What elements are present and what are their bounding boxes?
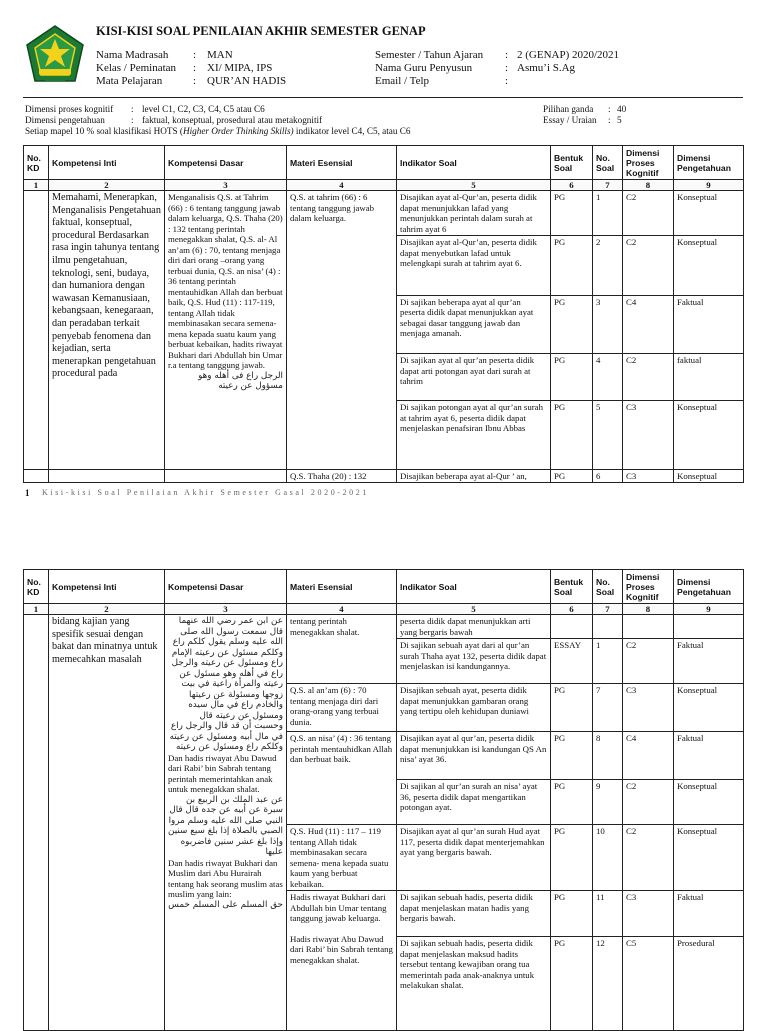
info-essay-value: 5: [617, 115, 622, 125]
sep-nama-madrasah: :: [193, 49, 197, 61]
kd-arabic-hadith-2: عن عبد الملك بن الربيع بن سبرة عن أبيه عن جده قال قال النبي صلى الله عليه وسلم مروا الصبي بالصلاة إذا بلغ سبع سنين وإذا بلغ عشر سنين فاضربوه عليها: [168, 794, 283, 857]
cell-bentuk: PG: [551, 780, 593, 825]
cell-bentuk: PG: [551, 937, 593, 1031]
cell-indikator: Di sajikan sebuah hadis, peserta didik dapat menjelaskan matan hadis yang bergaris bawah.: [397, 891, 551, 937]
value-nama-madrasah: MAN: [207, 49, 233, 61]
col-header-indikator: Indikator Soal: [397, 146, 551, 180]
cell-kognitif: C3: [623, 891, 674, 937]
label-semester: Semester / Tahun Ajaran: [375, 49, 484, 61]
sep-kelas: :: [193, 62, 197, 74]
col-header-pengetahuan: Dimensi Pengetahuan: [674, 146, 744, 180]
info-pengetahuan-sep: :: [131, 115, 134, 125]
cell-indikator: Di sajikan al qur’an surah an nisa’ ayat 36, peserta didik dapat mengartikan potongan ayat.: [397, 780, 551, 825]
col-header-bentuk: Bentuk Soal: [551, 570, 593, 604]
table-row-cut: [24, 470, 744, 483]
cell-materi: Q.S. Hud (11) : 117 – 119 tentang Allah tidak membinasakan secara semena- mena kepada suatu kaum yang berbuat kebaikan.: [287, 825, 397, 891]
cell-pengetahuan: faktual: [674, 354, 744, 401]
cell-indikator: Disajikan ayat al qur’an surah Hud ayat 117, peserta didik dapat menterjemahkan ayat yang bergaris bawah.: [397, 825, 551, 891]
info-essay-label: Essay / Uraian: [543, 115, 597, 125]
col-header-bentuk: Bentuk Soal: [551, 146, 593, 180]
cell-no-soal: 11: [593, 891, 623, 937]
cell-kognitif: C3: [623, 401, 674, 470]
header-divider: [23, 97, 743, 98]
materi-hadis-bukhari: Hadis riwayat Bukhari dari Abdullah bin Umar tentang tanggung jawab keluarga.: [290, 892, 387, 923]
cell-indikator: Disajikan ayat al-Qur’an, peserta didik dapat menyebutkan lafad untuk melengkapi surah at tahrim ayat 6.: [397, 236, 551, 295]
sep-email: :: [505, 75, 509, 87]
sep-guru: :: [505, 62, 509, 74]
cell-bentuk: PG: [551, 891, 593, 937]
sep-semester: :: [505, 49, 509, 61]
cell-bentuk: PG: [551, 825, 593, 891]
cell-kognitif: C2: [623, 354, 674, 401]
cell-no-soal: 9: [593, 780, 623, 825]
col-header-no-kd: No. KD: [24, 570, 49, 604]
bentuk-cut-text: PG: [554, 471, 566, 481]
cell-no-soal: 2: [593, 236, 623, 295]
info-pg-sep: :: [608, 104, 611, 114]
cell-no-soal: 1: [593, 191, 623, 236]
kisi-table-page-1: [23, 145, 744, 483]
col-header-materi: Materi Esensial: [287, 570, 397, 604]
kisi-table-page-2: [23, 569, 744, 1031]
cell-kompetensi-dasar: [165, 191, 287, 470]
cell-kompetensi-dasar: [165, 615, 287, 1031]
col-number: 5: [397, 604, 551, 615]
kd-hadith-dawud: Dan hadis riwayat Abu Dawud dari Rabi’ bin Sabrah tentang perintah memerintahkan anak untuk menegakkan shalat.: [168, 752, 277, 794]
cell-pengetahuan: Faktual: [674, 639, 744, 684]
cell-materi: tentang perintah menegakkan shalat.: [287, 615, 397, 684]
cell-pengetahuan: [674, 470, 744, 483]
cell-kognitif: C3: [623, 684, 674, 732]
kd-arabic-hadith-1: عن ابن عمر رضي الله عنهما قال سمعت رسول الله صلى الله عليه وسلم يقول كلكم راع وكلكم مسئول عن رعيته الإمام راع ومسئول عن رعيته والرجل راع في أهله وهو مسئول عن رعيته والمرأة راعية في بيت زوجها ومسئولة عن رعيتها والخادم راع في مال سيده ومسئول عن رعيته قال وحسبت أن قد قال والرجل راع في مال أبيه ومسئول عن رعيته وكلكم راع ومسئول عن رعيته: [169, 616, 283, 752]
info-hots-prefix: Setiap mapel 10 % soal klasifikasi HOTS (: [25, 126, 183, 136]
cell-no-soal: 10: [593, 825, 623, 891]
indikator-cut-text: Disajikan beberapa ayat al-Qur ’ an,: [400, 471, 527, 481]
cell-pengetahuan: [674, 615, 744, 639]
value-kelas: XI/ MIPA, IPS: [207, 62, 273, 74]
cell-indikator: Disajikan sebuah ayat, peserta didik dapat menunjukkan gambaran orang yang tertipu oleh kehidupan duniawi: [397, 684, 551, 732]
info-pengetahuan-label: Dimensi pengetahuan: [25, 115, 105, 125]
info-pengetahuan-value: faktual, konseptual, prosedural atau metakognitif: [142, 115, 323, 125]
cell-kognitif: C2: [623, 191, 674, 236]
col-number: 9: [674, 604, 744, 615]
cell-no-soal: 7: [593, 684, 623, 732]
col-header-kompetensi-inti: Kompetensi Inti: [49, 570, 165, 604]
cell-kompetensi-inti: [49, 470, 165, 483]
label-email: Email / Telp: [375, 75, 430, 87]
cell-no-soal: 4: [593, 354, 623, 401]
cell-bentuk: PG: [551, 295, 593, 353]
cell-indikator: Disajikan ayat al qur’an, peserta didik dapat menunjukkan isi kandungan QS An nisa’ ayat 36.: [397, 732, 551, 780]
cell-no-soal: 1: [593, 639, 623, 684]
col-number: 8: [623, 604, 674, 615]
cell-bentuk: [551, 615, 593, 639]
cell-kognitif: [623, 470, 674, 483]
cell-pengetahuan: Konseptual: [674, 191, 744, 236]
col-number: 9: [674, 180, 744, 191]
footer-page-number: 1: [25, 488, 30, 498]
kd-arabic: الرجل راع فى أهله وهو مسؤول عن رعيته: [198, 370, 283, 391]
cell-pengetahuan: Prosedural: [674, 937, 744, 1031]
cell-indikator: Di sajikan beberapa ayat al qur’an peserta didik dapat menunjukkan ayat sebagai dasar tanggung jawab dan menjaga amanah.: [397, 295, 551, 353]
label-nama-madrasah: Nama Madrasah: [96, 49, 169, 61]
cell-no-kd: [24, 615, 49, 1031]
col-number: 3: [165, 604, 287, 615]
col-header-kognitif: Dimensi Proses Kognitif: [623, 146, 674, 180]
col-number: 2: [49, 604, 165, 615]
kemenag-logo: [25, 25, 85, 87]
info-kognitif-label: Dimensi proses kognitif: [25, 104, 114, 114]
kd-arabic-hadith-3: حق المسلم على المسلم خمس: [168, 899, 283, 910]
cell-kompetensi-dasar: [165, 470, 287, 483]
ki-text: bidang kajian yang spesifik sesuai dengan bakat dan minatnya untuk memecahkan masalah: [52, 616, 158, 665]
cell-kognitif: C2: [623, 236, 674, 295]
cell-bentuk: PG: [551, 732, 593, 780]
cell-no-soal: 5: [593, 401, 623, 470]
info-pg-value: 40: [617, 104, 627, 114]
cell-kognitif: C2: [623, 780, 674, 825]
cell-kompetensi-inti: [49, 615, 165, 1031]
col-number: 1: [24, 604, 49, 615]
info-pg-label: Pilihan ganda: [543, 104, 594, 114]
col-number: 5: [397, 180, 551, 191]
col-number: 4: [287, 180, 397, 191]
pengetahuan-cut-text: Konseptual: [677, 471, 718, 481]
info-hots-line: [25, 126, 411, 137]
cell-kognitif: C2: [623, 639, 674, 684]
cell-kognitif: [623, 615, 674, 639]
cell-indikator: Di sajikan sebuah ayat dari al qur’an surah Thaha ayat 132, peserta didik dapat menjelaskan isi kandungannya.: [397, 639, 551, 684]
col-number: 4: [287, 604, 397, 615]
cell-bentuk: ESSAY: [551, 639, 593, 684]
cell-no-soal: 12: [593, 937, 623, 1031]
cell-kognitif: C4: [623, 295, 674, 353]
cell-bentuk: PG: [551, 401, 593, 470]
cell-pengetahuan: Faktual: [674, 732, 744, 780]
value-semester: 2 (GENAP) 2020/2021: [517, 49, 620, 61]
cell-pengetahuan: Konseptual: [674, 401, 744, 470]
info-hots-italic: Higher Order Thinking Skills): [182, 126, 294, 136]
cell-materi: Q.S. an nisa’ (4) : 36 tentang perintah mentauhidkan Allah dan berbuat baik.: [287, 732, 397, 825]
kd-text: Menganalisis Q.S. at Tahrim (66) : 6 tentang tanggung jawab dalam keluarga, Q.S. Thaha (20) : 132 tentang perintah menegakkan shalat, Q.S. al- Al an’am (6) : 70, tentang menjaga diri dari orang –orang yang terbuai dunia, Q.S. an nisa’ (4) : 36 tentang perintah mentauhidkan Allah dan berbuat baik, Q.S. Hud (11) : 117-119, tentang Allah tidak membinasakan secara semena-mena kepada suatu kaum yang berbuat kebaikan, hadits riwayat Bukhari dari Abdullah bin Umar r.a tentang tanggung jawab.: [168, 192, 283, 370]
footer-text: Kisi-kisi Soal Penilaian Akhir Semester Gasal 2020-2021: [42, 488, 369, 497]
col-header-kompetensi-inti: Kompetensi Inti: [49, 146, 165, 180]
materi-cut-text: Q.S. Thaha (20) : 132: [290, 471, 367, 481]
col-header-no-kd: No. KD: [24, 146, 49, 180]
cell-materi: Q.S. al an’am (6) : 70 tentang menjaga diri dari orang-orang yang terbuai dunia.: [287, 684, 397, 732]
col-header-indikator: Indikator Soal: [397, 570, 551, 604]
cell-materi: Q.S. at tahrim (66) : 6 tentang tanggung jawab dalam keluarga.: [287, 191, 397, 470]
no-soal-cut-text: 6: [596, 471, 601, 481]
cell-materi: [287, 891, 397, 1031]
document-title: KISI-KISI SOAL PENILAIAN AKHIR SEMESTER GENAP: [96, 24, 426, 38]
cell-indikator: [397, 470, 551, 483]
col-header-kompetensi-dasar: Kompetensi Dasar: [165, 570, 287, 604]
value-mata-pelajaran: QUR’AN HADIS: [207, 75, 287, 87]
col-number: 3: [165, 180, 287, 191]
col-number: 6: [551, 180, 593, 191]
cell-pengetahuan: Faktual: [674, 891, 744, 937]
cell-no-soal: 3: [593, 295, 623, 353]
value-guru: Asmu’i S.Ag: [517, 62, 576, 74]
col-number: 2: [49, 180, 165, 191]
info-kognitif-value: level C1, C2, C3, C4, C5 atau C6: [142, 104, 265, 114]
cell-bentuk: PG: [551, 191, 593, 236]
label-mata-pelajaran: Mata Pelajaran: [96, 75, 163, 87]
cell-pengetahuan: Konseptual: [674, 780, 744, 825]
col-header-materi: Materi Esensial: [287, 146, 397, 180]
kognitif-cut-text: C3: [626, 471, 637, 481]
col-number: 6: [551, 604, 593, 615]
cell-pengetahuan: Konseptual: [674, 684, 744, 732]
cell-indikator: Disajikan ayat al-Qur’an, peserta didik dapat menunjukkan lafad yang menunjukkan perintah dalam surah at tahrim ayat 6: [397, 191, 551, 236]
kd-hadith-bukhari-muslim: Dan hadis riwayat Bukhari dan Muslim dari Abu Hurairah tentang hak seorang muslim atas muslim yang lain:: [168, 857, 283, 899]
cell-kognitif: C2: [623, 825, 674, 891]
cell-no-soal: [593, 470, 623, 483]
materi-hadis-dawud: Hadis riwayat Abu Dawud dari Rabi’ bin Sabrah tentang menegakkan shalat.: [290, 933, 393, 965]
document-header: [0, 0, 768, 100]
cell-bentuk: [551, 470, 593, 483]
col-header-no-soal: No. Soal: [593, 146, 623, 180]
cell-indikator: Di sajikan potongan ayat al qur’an surah at tahrim ayat 6, peserta didik dapat menjelaskan penafsiran Ibnu Abbas: [397, 401, 551, 470]
cell-no-soal: [593, 615, 623, 639]
col-number: 8: [623, 180, 674, 191]
table-row: [24, 191, 744, 236]
cell-indikator: Di sajikan ayat al qur’an peserta didik dapat arti potongan ayat dari surah at tahrim: [397, 354, 551, 401]
cell-materi: [287, 470, 397, 483]
cell-pengetahuan: Konseptual: [674, 825, 744, 891]
col-header-no-soal: No. Soal: [593, 570, 623, 604]
ki-text: Memahami, Menerapkan, Menganalisis Pengetahuan faktual, konseptual, procedural Berdasarkan rasa ingin tahunya tentang ilmu pengetahuan, teknologi, seni, budaya, dan humaniora dengan wawasan Kemanusiaan, kebangsaan, kenegaraan, dan peradaban terkait penyebab fenomena dan kejadian, serta menerapkan pengetahuan procedural pada: [52, 192, 161, 380]
cell-kompetensi-inti: [49, 191, 165, 470]
sep-mata-pelajaran: :: [193, 75, 197, 87]
cell-no-soal: 8: [593, 732, 623, 780]
table-row: [24, 615, 744, 639]
cell-bentuk: PG: [551, 354, 593, 401]
label-kelas: Kelas / Peminatan: [96, 62, 177, 74]
info-essay-sep: :: [608, 115, 611, 125]
col-number: 7: [593, 180, 623, 191]
info-hots-suffix: indikator level C4, C5, atau C6: [293, 126, 411, 136]
cell-bentuk: PG: [551, 684, 593, 732]
col-number: 1: [24, 180, 49, 191]
cell-kognitif: C5: [623, 937, 674, 1031]
cell-pengetahuan: Faktual: [674, 295, 744, 353]
info-kognitif-sep: :: [131, 104, 134, 114]
cell-no-kd: [24, 191, 49, 470]
col-header-kompetensi-dasar: Kompetensi Dasar: [165, 146, 287, 180]
cell-no-kd: [24, 470, 49, 483]
cell-indikator: peserta didik dapat menunjukkan arti yang bergaris bawah: [397, 615, 551, 639]
cell-indikator: Di sajikan sebuah hadis, peserta didik dapat menjelaskan maksud hadits tersebut tentang kewajiban orang tua memerintah pada anak-anaknya untuk melakukan shalat.: [397, 937, 551, 1031]
col-number: 7: [593, 604, 623, 615]
cell-pengetahuan: Konseptual: [674, 236, 744, 295]
col-header-pengetahuan: Dimensi Pengetahuan: [674, 570, 744, 604]
col-header-kognitif: Dimensi Proses Kognitif: [623, 570, 674, 604]
cell-kognitif: C4: [623, 732, 674, 780]
label-guru: Nama Guru Penyusun: [375, 62, 473, 74]
cell-bentuk: PG: [551, 236, 593, 295]
